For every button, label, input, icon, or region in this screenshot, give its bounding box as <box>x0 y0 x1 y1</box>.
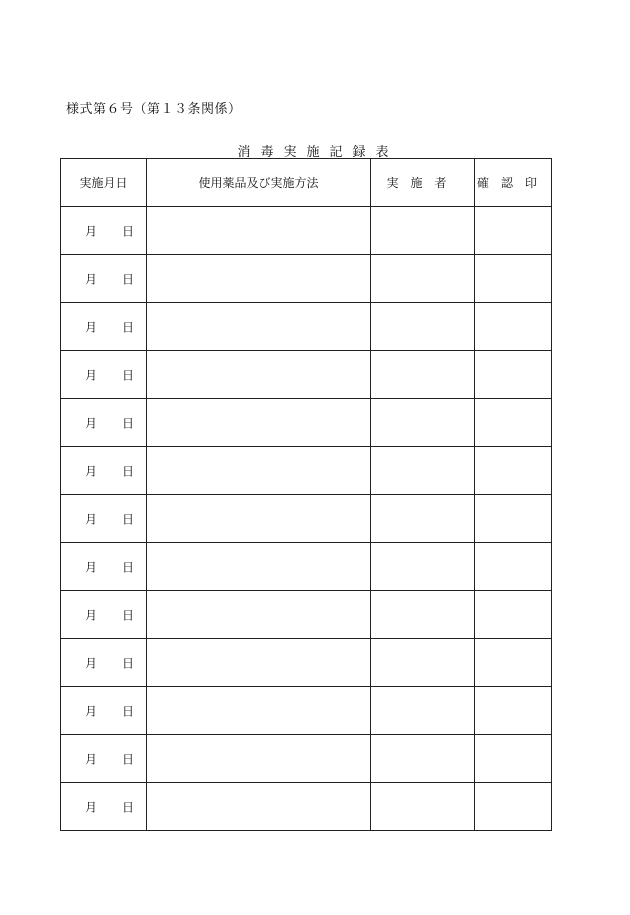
day-label: 日 <box>122 512 135 526</box>
month-label: 月 <box>85 704 98 718</box>
month-label: 月 <box>85 608 98 622</box>
date-cell[interactable] <box>61 783 147 831</box>
confirm-stamp-cell[interactable] <box>475 591 552 639</box>
table-header-row <box>61 159 552 207</box>
month-label: 月 <box>85 800 98 814</box>
day-label: 日 <box>122 608 135 622</box>
table-body <box>61 207 552 831</box>
table-row <box>61 543 552 591</box>
table-row <box>61 255 552 303</box>
table-row <box>61 735 552 783</box>
table-row <box>61 591 552 639</box>
table-row <box>61 399 552 447</box>
method-cell[interactable] <box>147 735 371 783</box>
date-cell[interactable] <box>61 639 147 687</box>
header-confirm: 確認印 <box>475 159 552 207</box>
disinfection-record-table <box>60 158 552 831</box>
confirm-stamp-cell[interactable] <box>475 495 552 543</box>
header-person: 実施者 <box>371 159 475 207</box>
table-row <box>61 687 552 735</box>
day-label: 日 <box>122 752 135 766</box>
header-date: 実施月日 <box>61 159 147 207</box>
day-label: 日 <box>122 272 135 286</box>
confirm-stamp-cell[interactable] <box>475 639 552 687</box>
method-cell[interactable] <box>147 495 371 543</box>
method-cell[interactable] <box>147 351 371 399</box>
person-cell[interactable] <box>371 303 475 351</box>
confirm-stamp-cell[interactable] <box>475 303 552 351</box>
form-number-label: 様式第６号（第１３条関係） <box>66 102 242 117</box>
method-cell[interactable] <box>147 447 371 495</box>
day-label: 日 <box>122 224 135 238</box>
date-cell[interactable] <box>61 735 147 783</box>
month-label: 月 <box>85 752 98 766</box>
month-label: 月 <box>85 656 98 670</box>
method-cell[interactable] <box>147 591 371 639</box>
date-cell[interactable] <box>61 447 147 495</box>
person-cell[interactable] <box>371 783 475 831</box>
person-cell[interactable] <box>371 207 475 255</box>
confirm-stamp-cell[interactable] <box>475 543 552 591</box>
month-label: 月 <box>85 272 98 286</box>
table-row <box>61 303 552 351</box>
date-cell[interactable] <box>61 591 147 639</box>
method-cell[interactable] <box>147 543 371 591</box>
person-cell[interactable] <box>371 687 475 735</box>
method-cell[interactable] <box>147 399 371 447</box>
date-cell[interactable] <box>61 495 147 543</box>
month-label: 月 <box>85 560 98 574</box>
method-cell[interactable] <box>147 207 371 255</box>
confirm-stamp-cell[interactable] <box>475 447 552 495</box>
date-cell[interactable] <box>61 543 147 591</box>
date-cell[interactable] <box>61 303 147 351</box>
confirm-stamp-cell[interactable] <box>475 399 552 447</box>
month-label: 月 <box>85 416 98 430</box>
table-row <box>61 495 552 543</box>
person-cell[interactable] <box>371 495 475 543</box>
confirm-stamp-cell[interactable] <box>475 735 552 783</box>
confirm-stamp-cell[interactable] <box>475 207 552 255</box>
day-label: 日 <box>122 704 135 718</box>
person-cell[interactable] <box>371 639 475 687</box>
person-cell[interactable] <box>371 591 475 639</box>
confirm-stamp-cell[interactable] <box>475 783 552 831</box>
confirm-stamp-cell[interactable] <box>475 351 552 399</box>
day-label: 日 <box>122 416 135 430</box>
method-cell[interactable] <box>147 783 371 831</box>
table-row <box>61 351 552 399</box>
table-row <box>61 639 552 687</box>
method-cell[interactable] <box>147 255 371 303</box>
confirm-stamp-cell[interactable] <box>475 255 552 303</box>
person-cell[interactable] <box>371 351 475 399</box>
document-title: 消毒実施記録表 <box>237 145 399 160</box>
person-cell[interactable] <box>371 543 475 591</box>
month-label: 月 <box>85 368 98 382</box>
date-cell[interactable] <box>61 399 147 447</box>
day-label: 日 <box>122 320 135 334</box>
table-row <box>61 207 552 255</box>
person-cell[interactable] <box>371 255 475 303</box>
person-cell[interactable] <box>371 447 475 495</box>
day-label: 日 <box>122 656 135 670</box>
date-cell[interactable] <box>61 351 147 399</box>
method-cell[interactable] <box>147 687 371 735</box>
method-cell[interactable] <box>147 303 371 351</box>
month-label: 月 <box>85 224 98 238</box>
date-cell[interactable] <box>61 255 147 303</box>
table-row <box>61 783 552 831</box>
day-label: 日 <box>122 800 135 814</box>
person-cell[interactable] <box>371 399 475 447</box>
header-method: 使用薬品及び実施方法 <box>147 159 371 207</box>
day-label: 日 <box>122 368 135 382</box>
month-label: 月 <box>85 512 98 526</box>
person-cell[interactable] <box>371 735 475 783</box>
method-cell[interactable] <box>147 639 371 687</box>
month-label: 月 <box>85 464 98 478</box>
date-cell[interactable] <box>61 207 147 255</box>
confirm-stamp-cell[interactable] <box>475 687 552 735</box>
month-label: 月 <box>85 320 98 334</box>
day-label: 日 <box>122 560 135 574</box>
table-row <box>61 447 552 495</box>
date-cell[interactable] <box>61 687 147 735</box>
day-label: 日 <box>122 464 135 478</box>
